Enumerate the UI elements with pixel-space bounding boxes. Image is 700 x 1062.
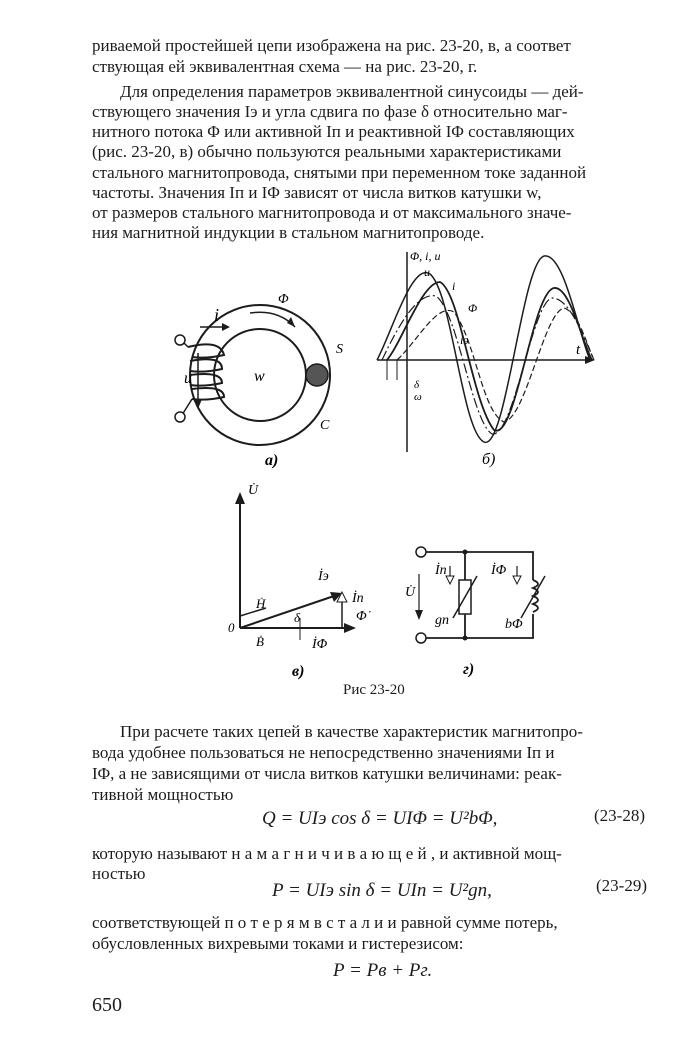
label-gn: gп (435, 613, 449, 628)
curve-phi (397, 308, 594, 422)
label-zero: 0 (228, 620, 235, 635)
subfigure-label-v: в) (292, 663, 305, 680)
text-line: от размеров стального магнитопровода и от максимального значе- (92, 203, 572, 222)
text-line: вода удобнее пользоваться не непосредственно значениями Iп и (92, 743, 555, 762)
label-U: U̇ (405, 585, 416, 600)
text-line: соответствующей п о т е р я м в с т а л и и равной сумме потерь, (92, 913, 558, 932)
flux-arrow (250, 312, 295, 327)
text-line: ствующего значения Iэ и угла сдвига по фазе δ относительно маг- (92, 102, 568, 121)
label-delta: δ (294, 610, 301, 625)
label-ie: iэ (460, 333, 469, 347)
label-phi: Φ (468, 301, 478, 315)
subfigure-label-b: б) (482, 451, 496, 468)
label-u: u (184, 370, 192, 387)
label-delta: δ (414, 379, 420, 391)
label-IF: İΦ (491, 563, 507, 578)
text-line: При расчете таких цепей в качестве характеристик магнитопро- (120, 722, 583, 741)
page-number: 650 (92, 994, 122, 1016)
label-omega: ω (414, 391, 422, 403)
equation-number-23-29: (23-29) (596, 876, 647, 895)
figure-caption: Рис 23-20 (343, 682, 405, 698)
figure-v-phasor (226, 480, 376, 680)
text-line: риваемой простейшей цепи изображена на рис. 23-20, в, а соответ (92, 36, 571, 55)
text-line: тивной мощностью (92, 785, 234, 804)
curve-ie (382, 296, 594, 434)
text-line: частоты. Значения Iп и IΦ зависят от числа витков катушки w, (92, 183, 542, 202)
phasor-phi-head (344, 623, 356, 633)
label-u: u (424, 265, 430, 279)
cross-section-s (306, 364, 328, 386)
equation-23-28: Q = UIэ cos δ = UIΦ = U²bΦ, (262, 808, 498, 829)
node-bottom (463, 636, 468, 641)
label-w: w (254, 368, 265, 385)
phasor-u-head (235, 492, 245, 504)
text-line: стального магнитопровода, снятыми при переменном токе заданной (92, 163, 587, 182)
subfigure-label-g: г) (463, 661, 475, 678)
equation-number-23-28: (23-28) (594, 806, 645, 825)
label-i: i (214, 305, 220, 325)
label-IF: İΦ (312, 637, 328, 652)
figure-a-toroid (160, 285, 375, 470)
text-line: нитного потока Φ или активной Iп и реактивной IΦ составляющих (92, 122, 575, 141)
label-bF: bΦ (505, 617, 523, 632)
if-arrowhead (513, 576, 521, 584)
equation-23-29: P = UIэ sin δ = UIп = U²gп, (272, 880, 492, 901)
text-line: которую называют н а м а г н и ч и в а ю щ е й , и активной мощ- (92, 844, 562, 863)
node-top (463, 550, 468, 555)
label-t: t (576, 342, 581, 358)
terminal-top (416, 547, 426, 557)
terminal-top (175, 335, 185, 345)
label-In: İп (352, 591, 364, 606)
equation-loss-sum: P = Pв + Pг. (333, 960, 433, 981)
subfigure-label-a: а) (265, 452, 279, 469)
label-U: U̇ (248, 483, 259, 498)
label-i: i (452, 279, 456, 293)
label-B: Ḃ (256, 634, 264, 649)
terminal-bottom (175, 412, 185, 422)
text-line: ностью (92, 864, 146, 883)
current-arrowhead (222, 323, 230, 331)
label-Ie: İэ (318, 569, 329, 584)
in-arrowhead (446, 576, 454, 584)
text-line: ствующая ей эквивалентная схема — на рис. 23-20, г. (92, 57, 478, 76)
figure-g-circuit (405, 540, 555, 680)
curve-i (387, 282, 592, 431)
label-H: Ḣ (256, 596, 266, 611)
text-line: ния магнитной индукции в стальном магнитопроводе. (92, 223, 485, 242)
text-line: Для определения параметров эквивалентной синусоиды — дей- (120, 82, 584, 101)
label-s: S (336, 342, 343, 357)
label-Phi: Φ̇ (356, 609, 367, 624)
figure-b-waveforms (372, 242, 600, 470)
terminal-bottom (416, 633, 426, 643)
flux-arrowhead (287, 317, 295, 327)
text-line: (рис. 23-20, в) обычно пользуются реальными характеристиками (92, 142, 562, 161)
text-line: IΦ, а не зависящими от числа витков катушки величинами: реак- (92, 764, 562, 783)
curve-u (377, 256, 590, 443)
label-c: C (320, 418, 330, 433)
u-arrowhead (415, 610, 423, 620)
label-phi: Φ (278, 292, 289, 307)
text-line: обусловленных вихревыми токами и гистерезисом: (92, 934, 464, 953)
label-axis: Φ, i, u (410, 249, 441, 263)
label-In: İп (435, 563, 447, 578)
